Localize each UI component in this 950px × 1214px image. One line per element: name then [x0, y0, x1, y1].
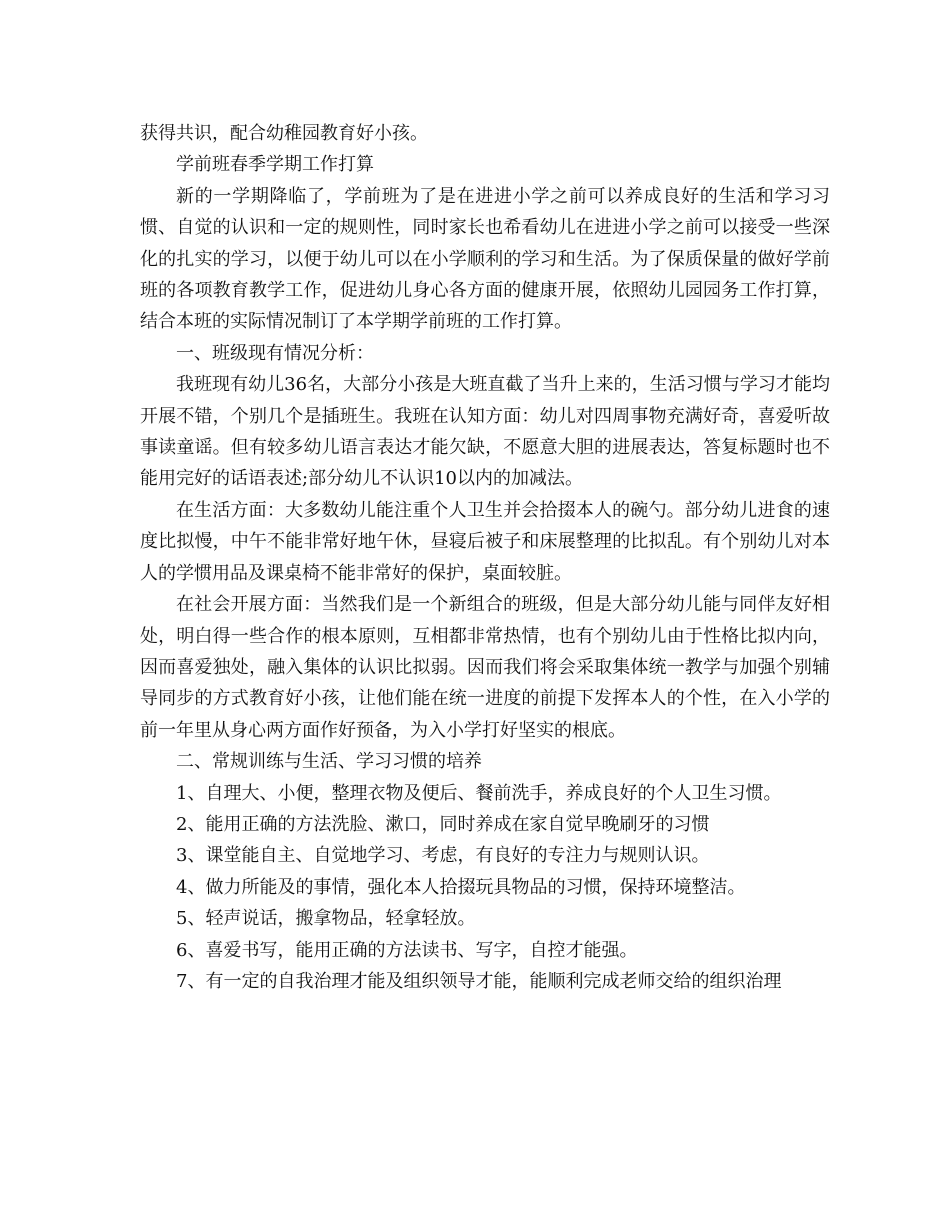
- paragraph-intro: 新的一学期降临了，学前班为了是在进进小学之前可以养成良好的生活和学习习惯、自觉的认识和一定的规则性，同时家长也希看幼儿在进进小学之前可以接受一些深化的扎实的学习，以便于幼儿可以在小学顺利的学习和生活。为了保质保量的做好学前班的各项教育教学工作，促进幼儿身心各方面的健康开展，依照幼儿园园务工作打算，结合本班的实际情况制订了本学期学前班的工作打算。: [140, 185, 830, 333]
- paragraph-class-status: 我班现有幼儿36名，大部分小孩是大班直截了当升上来的，生活习惯与学习才能均开展不错，个别几个是插班生。我班在认知方面：幼儿对四周事物充满好奇，喜爱听故事读童谣。但有较多幼儿语言表达才能欠缺，不愿意大胆的进展表达，答复标题时也不能用完好的话语表述;部分幼儿不认识10以内的加减法。: [140, 374, 830, 490]
- section-title: 学前班春季学期工作打算: [176, 154, 374, 176]
- paragraph-social-aspect: 在社会开展方面：当然我们是一个新组合的班级，但是大部分幼儿能与同伴友好相处，明白得一些合作的根本原则，互相都非常热情，也有个别幼儿由于性格比拟内向，因而喜爱独处，融入集体的认识比拟弱。因而我们将会采取集体统一教学与加强个别辅导同步的方式教育好小孩，让他们能在统一进度的前提下发挥本人的个性，在入小学的前一年里从身心两方面作好预备，为入小学打好坚实的根底。: [140, 594, 830, 741]
- list-item: 1、自理大、小便，整理衣物及便后、餐前洗手，养成良好的个人卫生习惯。: [176, 782, 782, 804]
- heading-class-analysis: 一、班级现有情况分析：: [176, 342, 374, 364]
- list-item: 2、能用正确的方法洗脸、漱口，同时养成在家自觉早晚刷牙的习惯: [176, 813, 710, 835]
- list-item: 7、有一定的自我治理才能及组织领导才能，能顺利完成老师交给的组织治理: [176, 970, 782, 992]
- heading-routine-training: 二、常规训练与生活、学习习惯的培养: [176, 751, 482, 773]
- list-item: 4、做力所能及的事情，强化本人拾掇玩具物品的习惯，保持环境整洁。: [176, 876, 746, 898]
- paragraph-continuation: 获得共识，配合幼稚园教育好小孩。: [140, 123, 428, 144]
- list-item: 3、课堂能自主、自觉地学习、考虑，有良好的专注力与规则认识。: [176, 845, 710, 867]
- list-item: 6、喜爱书写，能用正确的方法读书、写字，自控才能强。: [176, 939, 638, 961]
- list-item: 5、轻声说话，搬拿物品，轻拿轻放。: [176, 908, 476, 930]
- paragraph-life-aspect: 在生活方面：大多数幼儿能注重个人卫生并会拾掇本人的碗勺。部分幼儿进食的速度比拟慢，中午不能非常好地午休，昼寝后被子和床展整理的比拟乱。有个别幼儿对本人的学惯用品及课桌椅不能非常好的保护，桌面较脏。: [140, 499, 830, 584]
- document-page: [140, 118, 830, 997]
